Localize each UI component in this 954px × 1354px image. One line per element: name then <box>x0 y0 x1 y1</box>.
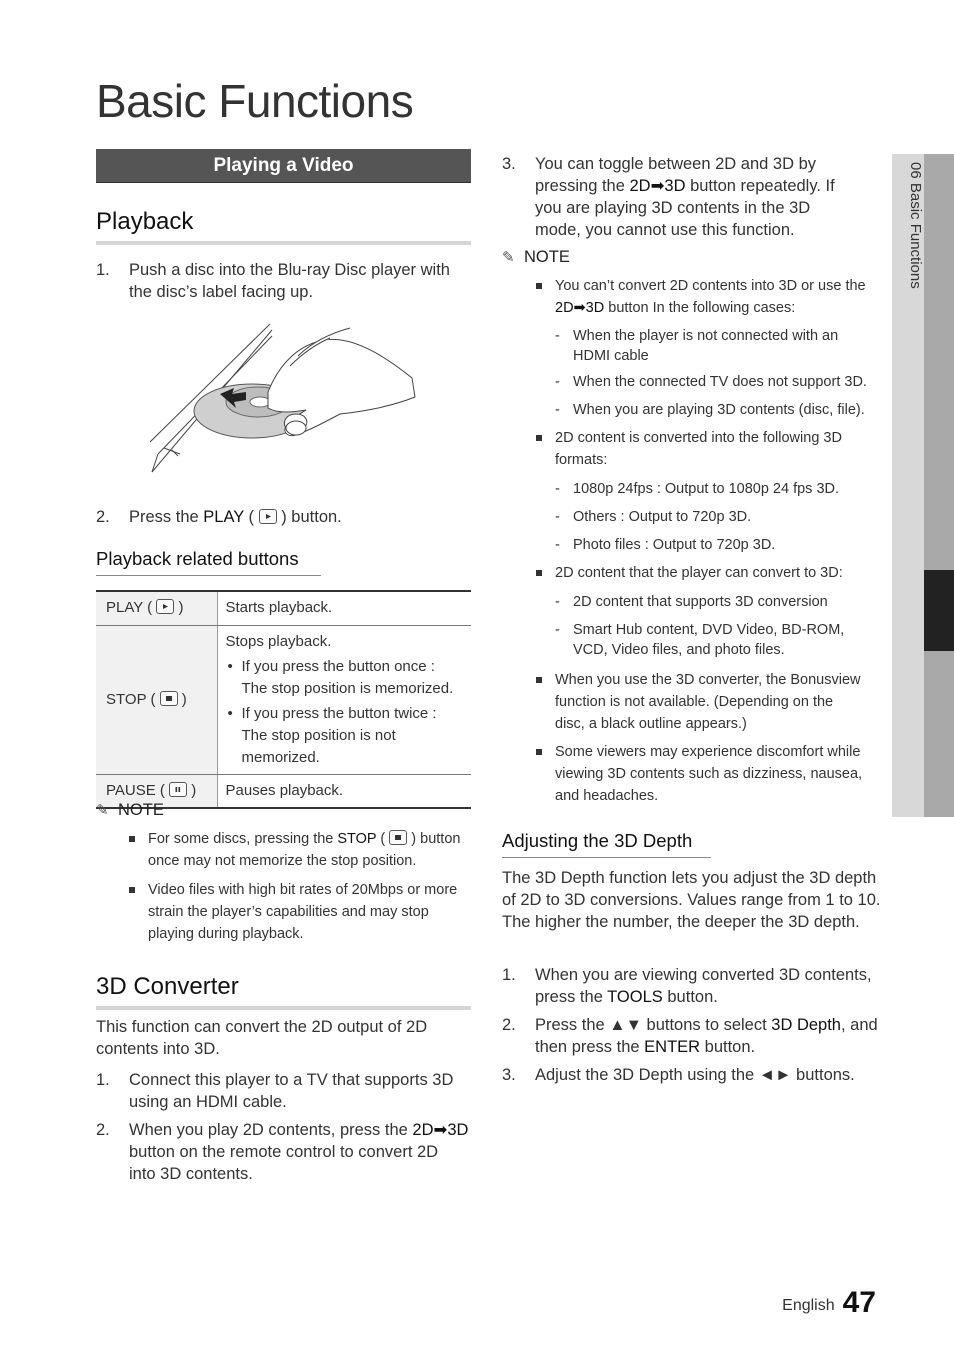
square-bullet-icon <box>536 435 542 441</box>
text-run: Press the <box>129 508 204 526</box>
right-note-item-2 <box>536 427 876 473</box>
playback-step-1 <box>96 259 471 305</box>
sub-item-text: Photo files : Output to 720p 3D. <box>573 537 776 553</box>
depth-step-3 <box>502 1064 882 1088</box>
step-text <box>535 1014 881 1058</box>
step-number: 3. <box>502 155 516 173</box>
left-note-item-1 <box>129 828 471 874</box>
sub-item-text: 1080p 24fps : Output to 1080p 24 fps 3D. <box>573 481 840 497</box>
text-run: button. <box>662 988 718 1006</box>
square-bullet-icon <box>129 887 135 893</box>
right-note-item-5 <box>536 741 876 809</box>
sub-item-text: When the connected TV does not support 3D. <box>573 374 867 390</box>
table-row <box>96 625 471 774</box>
right-note-sub-item <box>555 620 875 662</box>
heading-adjusting-3d-depth: Adjusting the 3D Depth <box>502 830 711 858</box>
play-icon <box>156 599 174 614</box>
side-tab-strip <box>924 154 954 817</box>
dash-mark: - <box>555 402 560 418</box>
note-text <box>555 275 875 319</box>
text-run: , and then press the <box>535 1016 878 1056</box>
sub-item-text: When you are playing 3D contents (disc, file). <box>573 402 865 418</box>
note-text <box>148 828 473 872</box>
dash-mark: - <box>555 374 560 390</box>
step-text <box>129 506 469 528</box>
playback-step-2 <box>96 506 471 530</box>
right-note-item-4 <box>536 669 876 737</box>
enter-keyword: ENTER <box>644 1038 701 1056</box>
converter-step-2 <box>96 1119 471 1187</box>
text-run: When you play 2D contents, press the <box>129 1121 413 1139</box>
text-run: You can’t convert 2D contents into 3D or use the <box>555 278 866 294</box>
step-number: 2. <box>502 1016 516 1034</box>
right-note-sub-item <box>555 592 875 614</box>
depth-step-1 <box>502 964 882 1010</box>
text-run: button on the remote control to convert 2D into 3D contents. <box>129 1143 439 1183</box>
right-note-sub-item <box>555 535 875 557</box>
section-bar-playing-a-video: Playing a Video <box>96 149 471 183</box>
right-note-sub-item <box>555 507 875 529</box>
table-row <box>96 591 471 625</box>
heading-rule <box>96 1006 471 1010</box>
sub-item-text: When the player is not connected with an HDMI cable <box>573 328 839 364</box>
note-text: When you use the 3D converter, the Bonusview function is not available. (Depending on the disc, a black outline appears.) <box>555 672 861 732</box>
stop-key-label: STOP ( <box>106 690 160 708</box>
right-note-item-3 <box>536 562 876 586</box>
sub-item-text: Smart Hub content, DVD Video, BD-ROM, VCD, Video files, and photo files. <box>573 622 845 658</box>
side-tab-label: 06 Basic Functions <box>907 162 924 289</box>
text-run: button repeatedly. If you are playing 3D contents in the 3D mode, you cannot use this function. <box>535 177 835 239</box>
square-bullet-icon <box>536 749 542 755</box>
dash-mark: - <box>555 328 560 344</box>
stop-keyword: STOP <box>337 831 377 847</box>
page-footer <box>782 1286 876 1320</box>
square-bullet-icon <box>536 677 542 683</box>
text-run: button In the following cases: <box>604 300 796 316</box>
text-run: ( <box>376 831 390 847</box>
stop-icon <box>389 830 407 845</box>
close-paren: ) <box>177 690 187 708</box>
dash-mark: - <box>555 594 560 610</box>
note-text: Video files with high bit rates of 20Mbps or more strain the player’s capabilities and may stop playing during playback. <box>148 882 458 942</box>
pause-key-label: PAUSE ( <box>106 781 170 799</box>
left-note-item-2 <box>129 879 471 945</box>
page-number: 47 <box>842 1286 876 1319</box>
note-text: 2D content is converted into the following 3D formats: <box>555 430 842 468</box>
text-run: When you are viewing converted 3D contents, press the <box>535 966 872 1006</box>
close-paren: ) <box>187 781 197 799</box>
2d-3d-keyword: 2D➡3D <box>629 177 686 195</box>
pencil-icon: ✎ <box>502 249 515 266</box>
note-label: NOTE <box>118 801 164 819</box>
stop-description-cell <box>217 625 471 774</box>
footer-language: English <box>782 1297 835 1314</box>
square-bullet-icon <box>536 283 542 289</box>
step-number: 1. <box>96 1071 110 1089</box>
note-text: 2D content that the player can convert to 3D: <box>555 565 843 581</box>
dash-mark: - <box>555 622 560 638</box>
step-number: 1. <box>502 966 516 984</box>
play-description: Starts playback. <box>217 591 471 625</box>
converter-step-1 <box>96 1069 471 1115</box>
text-run: ) button once may not memorize the stop position. <box>148 831 461 869</box>
table-key-cell <box>96 591 217 625</box>
text-run: ( <box>243 508 259 526</box>
square-bullet-icon <box>129 836 135 842</box>
tools-keyword: TOOLS <box>607 988 663 1006</box>
text-run: Press the ▲▼ buttons to select <box>535 1016 772 1034</box>
heading-rule <box>96 241 471 245</box>
dash-mark: - <box>555 481 560 497</box>
step-text: Push a disc into the Blu-ray Disc player with the disc’s label facing up. <box>129 261 450 301</box>
dash-mark: - <box>555 537 560 553</box>
2d-3d-keyword: 2D➡3D <box>412 1121 469 1139</box>
3d-depth-keyword: 3D Depth <box>771 1016 841 1034</box>
step-text: Adjust the 3D Depth using the ◄► buttons. <box>535 1066 855 1084</box>
text-run: You can toggle between 2D and 3D by pressing the <box>535 155 817 195</box>
right-note-sub-item <box>555 479 875 501</box>
close-paren: ) <box>174 599 184 617</box>
stop-bullet-2: • If you press the button twice : The stop position is not memorized. <box>226 703 464 769</box>
page-title: Basic Functions <box>96 75 414 127</box>
step-number: 2. <box>96 1121 110 1139</box>
disc-insert-illustration <box>150 322 420 477</box>
pause-icon <box>169 782 187 797</box>
play-keyword: PLAY <box>203 508 244 526</box>
note-text: Some viewers may experience discomfort while viewing 3D contents such as dizziness, nausea, and headaches. <box>555 744 863 804</box>
play-key-label: PLAY ( <box>106 599 157 617</box>
side-tab-marker <box>924 570 954 651</box>
sub-item-text: 2D content that supports 3D conversion <box>573 594 828 610</box>
step-number: 3. <box>502 1066 516 1084</box>
right-note-sub-item <box>555 372 875 394</box>
depth-step-2 <box>502 1014 882 1060</box>
note-label: NOTE <box>524 248 570 266</box>
stop-bullet-1: • If you press the button once : The stop position is memorized. <box>226 656 464 700</box>
right-note-sub-item <box>555 400 875 422</box>
step-text: Connect this player to a TV that supports 3D using an HDMI cable. <box>129 1071 454 1111</box>
stop-icon <box>160 691 178 706</box>
playback-buttons-table <box>96 590 471 809</box>
2d-3d-keyword: 2D➡3D <box>555 300 605 316</box>
step-number: 2. <box>96 508 110 526</box>
right-note-item-1 <box>536 275 876 321</box>
dash-mark: - <box>555 509 560 525</box>
converter-intro: This function can convert the 2D output of 2D contents into 3D. <box>96 1018 428 1058</box>
heading-playback-related-buttons: Playback related buttons <box>96 548 321 576</box>
step-text <box>535 964 881 1008</box>
square-bullet-icon <box>536 570 542 576</box>
text-run: For some discs, pressing the <box>148 831 338 847</box>
right-note-heading <box>502 248 570 267</box>
table-key-cell <box>96 625 217 774</box>
converter-step-3 <box>502 153 882 243</box>
chapter-side-tab <box>892 154 954 817</box>
play-icon <box>259 509 277 524</box>
text-run: ) button. <box>276 508 342 526</box>
step-text <box>535 153 835 241</box>
pause-description: Pauses playback. <box>217 774 471 808</box>
pencil-icon: ✎ <box>96 802 109 819</box>
depth-intro: The 3D Depth function lets you adjust the 3D depth of 2D to 3D conversions. Values range from 1 to 10. The higher the number, the deeper the 3D depth. <box>502 869 881 931</box>
heading-playback: Playback <box>96 208 194 235</box>
text-run: button. <box>700 1038 756 1056</box>
right-note-sub-item <box>555 326 875 368</box>
step-text <box>129 1119 469 1185</box>
heading-3d-converter: 3D Converter <box>96 973 239 1000</box>
left-note-heading <box>96 801 164 820</box>
sub-item-text: Others : Output to 720p 3D. <box>573 509 752 525</box>
step-number: 1. <box>96 261 110 279</box>
stop-description: Stops playback. <box>225 632 332 650</box>
